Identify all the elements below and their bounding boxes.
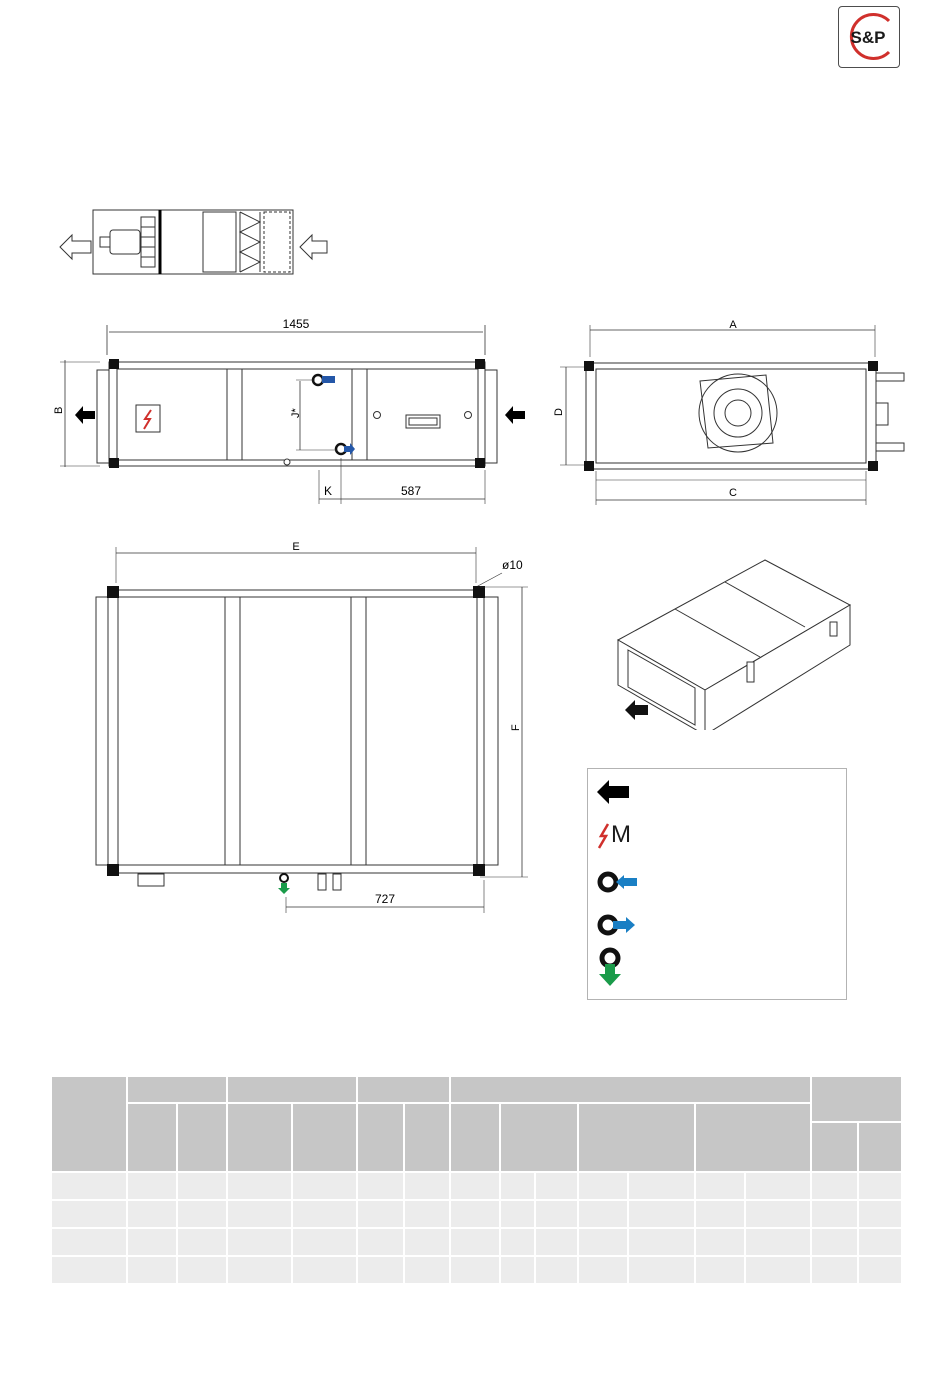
front-view	[45, 310, 525, 510]
dim-c: C	[729, 487, 737, 499]
water-outlet-icon	[597, 910, 639, 940]
table-row	[51, 1200, 902, 1228]
table-row	[51, 1172, 902, 1200]
dim-hole: ø10	[502, 558, 523, 572]
dim-k: K	[323, 484, 333, 498]
header-cell	[127, 1103, 177, 1172]
plan-view	[90, 535, 540, 915]
header-cell	[450, 1076, 811, 1103]
dim-f: F	[510, 724, 522, 731]
header-cell	[811, 1076, 902, 1122]
condensate-drain-icon	[278, 883, 290, 894]
dim-j: J*	[290, 408, 302, 418]
dim-587: 587	[400, 484, 422, 498]
header-cell	[500, 1103, 578, 1172]
header-cell	[357, 1103, 404, 1172]
dim-d: D	[553, 408, 565, 416]
header-cell	[51, 1076, 127, 1172]
isometric-view	[600, 550, 860, 730]
airflow-arrow-icon	[75, 406, 95, 424]
dim-overall-length: 1455	[282, 317, 310, 331]
airflow-arrow-icon	[625, 700, 648, 720]
header-cell	[227, 1076, 357, 1103]
table-row	[51, 1256, 902, 1284]
unit-schematic	[55, 205, 340, 280]
header-cell	[357, 1076, 450, 1103]
side-view	[548, 315, 908, 505]
water-inlet-icon	[322, 376, 335, 383]
water-inlet-icon	[597, 867, 639, 897]
header-cell	[811, 1122, 858, 1172]
motor-label: M	[611, 821, 631, 848]
header-cell	[127, 1076, 227, 1103]
outlet-arrow-icon	[60, 235, 91, 259]
condensate-drain-icon	[597, 947, 627, 989]
sp-logo-mark	[839, 7, 898, 66]
dim-e: E	[292, 541, 300, 553]
table-row	[51, 1228, 902, 1256]
dim-a: A	[729, 319, 737, 331]
spec-table	[50, 1075, 903, 1285]
inlet-arrow-icon	[300, 235, 327, 259]
header-cell	[292, 1103, 357, 1172]
airflow-arrow-icon	[505, 406, 525, 424]
header-cell	[695, 1103, 811, 1172]
header-cell	[450, 1103, 500, 1172]
electric-motor-icon	[597, 821, 645, 851]
sp-logo	[838, 6, 900, 68]
header-cell	[578, 1103, 695, 1172]
dim-b: B	[53, 406, 65, 414]
airflow-arrow-icon	[597, 779, 633, 805]
header-cell	[177, 1103, 227, 1172]
header-cell	[227, 1103, 292, 1172]
logo-text: S&P	[850, 28, 886, 47]
dim-727: 727	[374, 892, 396, 906]
header-cell	[858, 1122, 902, 1172]
header-cell	[404, 1103, 450, 1172]
legend	[587, 768, 847, 1000]
